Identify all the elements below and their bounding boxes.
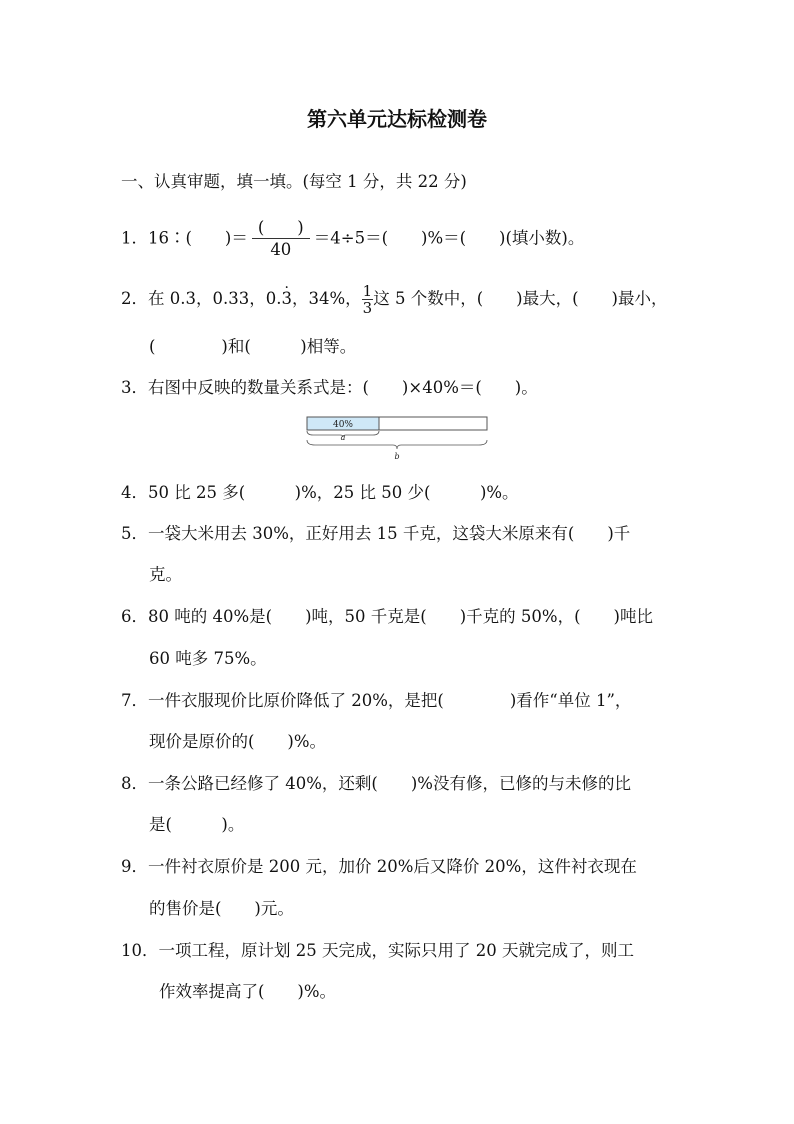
q2-pre: 2．在 0.3，0.33，0. [121, 289, 282, 308]
brace-b-diagram [305, 438, 490, 462]
brace-b [307, 440, 487, 449]
label-b: b [394, 452, 400, 461]
question-4: 4．50 比 25 多( )%，25 比 50 少( )%。 [121, 483, 519, 502]
label-a: a [340, 433, 346, 442]
question-7-line-1: 7．一件衣服现价比原价降低了 20%，是把( )看作“单位 1”， [121, 691, 632, 710]
q1-fraction-denominator: 40 [270, 240, 292, 259]
question-3: 3．右图中反映的数量关系式是：( )×40%＝( )。 [121, 378, 538, 397]
question-2-line-1 [121, 283, 667, 316]
q1-fraction-numerator: ( ) [252, 219, 310, 239]
question-7-line-2: 现价是原价的( )%。 [149, 732, 327, 751]
question-5-line-1: 5．一袋大米用去 30%，正好用去 15 千克，这袋大米原来有( )千 [121, 524, 631, 543]
q1-post: ＝4÷5＝( )%＝( )(填小数)。 [313, 228, 585, 248]
q2-fraction-numerator: 1 [362, 282, 373, 300]
q2-fraction-denominator: 3 [362, 299, 373, 317]
q1-fraction [252, 219, 310, 259]
question-9-line-2: 的售价是( )元。 [149, 899, 294, 918]
question-8-line-2: 是( )。 [149, 815, 245, 834]
q1-pre: 1．16∶( )＝ [121, 228, 248, 248]
section-heading: 一、认真审题，填一填。(每空 1 分，共 22 分) [121, 172, 467, 191]
question-1 [121, 219, 584, 259]
question-10-line-1: 10．一项工程，原计划 25 天完成，实际只用了 20 天就完成了，则工 [121, 941, 634, 960]
q2-repeating-digit: 3 · [281, 289, 292, 308]
page-title: 第六单元达标检测卷 [307, 107, 487, 131]
question-8-line-1: 8．一条公路已经修了 40%，还剩( )%没有修，已修的与未修的比 [121, 774, 631, 793]
question-6-line-2: 60 吨多 75%。 [149, 649, 267, 668]
bar-label: 40% [332, 420, 354, 430]
q2-mid: ，34%， [291, 289, 362, 308]
question-10-line-2: 作效率提高了( )%。 [159, 982, 337, 1001]
q2-fraction [362, 283, 374, 316]
question-6-line-1: 6．80 吨的 40%是( )吨，50 千克是( )千克的 50%，( )吨比 [121, 607, 653, 626]
question-9-line-1: 9．一件衬衣原价是 200 元，加价 20%后又降价 20%，这件衬衣现在 [121, 857, 637, 876]
q2-post: 这 5 个数中，( )最大，( )最小， [373, 289, 668, 308]
question-2-line-2: ( )和( )相等。 [149, 337, 357, 356]
question-5-line-2: 克。 [149, 565, 182, 584]
